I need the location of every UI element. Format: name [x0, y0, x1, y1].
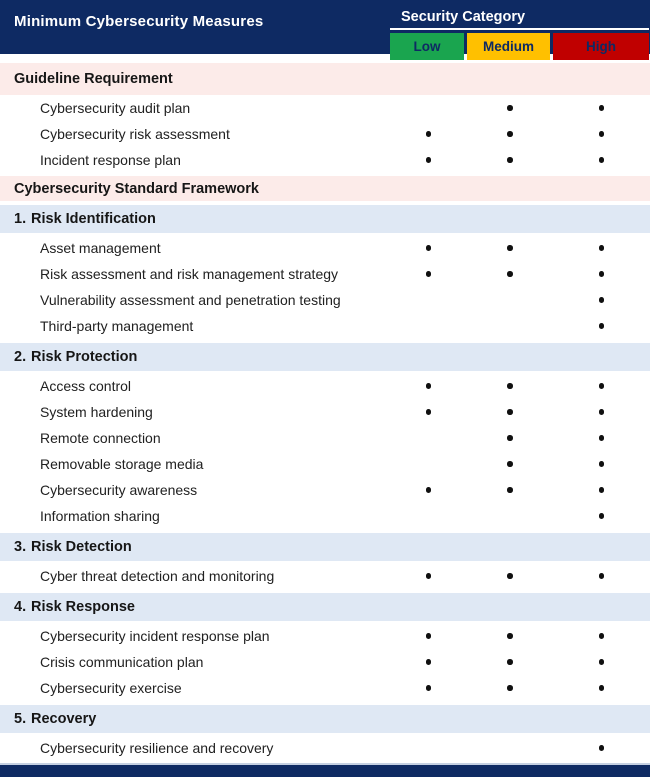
mark-cell-high [553, 95, 650, 121]
table-title: Minimum Cybersecurity Measures [14, 12, 264, 30]
mark-cell-low [390, 147, 467, 173]
bullet-dot-icon [599, 245, 605, 251]
mark-cell-high [553, 147, 650, 173]
mark-cell-medium [467, 261, 553, 287]
mark-cell-low [390, 735, 467, 761]
mark-cell-medium [467, 287, 553, 313]
mark-cell-high [553, 425, 650, 451]
category-cells [390, 33, 649, 60]
mark-cell-high [553, 399, 650, 425]
measure-label: Removable storage media [40, 456, 204, 472]
category-level-high: High [553, 33, 649, 60]
section-header [0, 705, 650, 733]
measure-label: Cybersecurity risk assessment [40, 126, 230, 142]
mark-cell-medium [467, 451, 553, 477]
section-title: Risk Identification [31, 211, 156, 227]
mark-cell-high [553, 373, 650, 399]
measure-label: Third-party management [40, 318, 194, 334]
table-row [0, 675, 650, 701]
measure-label: Cybersecurity awareness [40, 482, 198, 498]
section-number: 1. [14, 211, 27, 227]
measure-label: Cybersecurity resilience and recovery [40, 740, 274, 756]
bullet-dot-icon [599, 105, 605, 111]
bullet-dot-icon [507, 435, 513, 441]
bullet-dot-icon [426, 633, 432, 639]
mark-cell-medium [467, 373, 553, 399]
mark-cell-low [390, 373, 467, 399]
table-row [0, 373, 650, 399]
measure-label: Asset management [40, 240, 161, 256]
table-row [0, 477, 650, 503]
bullet-dot-icon [599, 297, 605, 303]
bullet-dot-icon [507, 245, 513, 251]
section-header [0, 593, 650, 621]
mark-cell-medium [467, 121, 553, 147]
mark-cell-medium [467, 235, 553, 261]
mark-cell-low [390, 649, 467, 675]
measure-label: Cyber threat detection and monitoring [40, 568, 275, 584]
bullet-dot-icon [507, 487, 513, 493]
table-row [0, 147, 650, 173]
bullet-dot-icon [507, 271, 513, 277]
mark-cell-low [390, 451, 467, 477]
mark-cell-medium [467, 425, 553, 451]
bullet-dot-icon [599, 271, 605, 277]
bullet-dot-icon [507, 633, 513, 639]
table-row [0, 313, 650, 339]
measure-label: Cybersecurity incident response plan [40, 628, 270, 644]
bullet-dot-icon [599, 383, 605, 389]
bullet-dot-icon [599, 513, 605, 519]
mark-cell-medium [467, 563, 553, 589]
mark-cell-high [553, 451, 650, 477]
bullet-dot-icon [426, 245, 432, 251]
bullet-dot-icon [599, 461, 605, 467]
section-title: Recovery [31, 711, 97, 727]
mark-cell-high [553, 649, 650, 675]
mark-cell-low [390, 675, 467, 701]
measure-label: Vulnerability assessment and penetration testing [40, 292, 341, 308]
section-number: 5. [14, 711, 27, 727]
mark-cell-medium [467, 95, 553, 121]
section-title: Risk Protection [31, 349, 138, 365]
mark-cell-medium [467, 313, 553, 339]
footer-navy-bar [0, 763, 650, 777]
measure-label: Access control [40, 378, 132, 394]
table-row [0, 425, 650, 451]
mark-cell-high [553, 675, 650, 701]
mark-cell-low [390, 425, 467, 451]
table-row [0, 261, 650, 287]
mark-cell-high [553, 563, 650, 589]
bullet-dot-icon [599, 323, 605, 329]
bullet-dot-icon [599, 131, 605, 137]
bullet-dot-icon [599, 409, 605, 415]
mark-cell-low [390, 287, 467, 313]
mark-cell-high [553, 313, 650, 339]
bullet-dot-icon [599, 487, 605, 493]
mark-cell-high [553, 503, 650, 529]
bullet-dot-icon [599, 573, 605, 579]
bullet-dot-icon [426, 271, 432, 277]
measure-label: Cybersecurity audit plan [40, 100, 191, 116]
bullet-dot-icon [507, 461, 513, 467]
table-row [0, 451, 650, 477]
mark-cell-low [390, 261, 467, 287]
section-title: Guideline Requirement [14, 71, 173, 87]
table-row [0, 287, 650, 313]
mark-cell-high [553, 735, 650, 761]
mark-cell-high [553, 235, 650, 261]
category-level-low: Low [390, 33, 464, 60]
mark-cell-low [390, 121, 467, 147]
table-row [0, 399, 650, 425]
section-header [0, 343, 650, 371]
bullet-dot-icon [599, 633, 605, 639]
mark-cell-medium [467, 399, 553, 425]
bullet-dot-icon [507, 659, 513, 665]
mark-cell-medium [467, 649, 553, 675]
bullet-dot-icon [599, 685, 605, 691]
measure-label: Crisis communication plan [40, 654, 204, 670]
bullet-dot-icon [426, 157, 432, 163]
bullet-dot-icon [507, 573, 513, 579]
mark-cell-medium [467, 735, 553, 761]
bullet-dot-icon [426, 131, 432, 137]
mark-cell-medium [467, 147, 553, 173]
mark-cell-high [553, 261, 650, 287]
table-body [0, 60, 650, 763]
mark-cell-low [390, 623, 467, 649]
bullet-dot-icon [426, 685, 432, 691]
mark-cell-high [553, 121, 650, 147]
mark-cell-low [390, 235, 467, 261]
mark-cell-low [390, 399, 467, 425]
mark-cell-low [390, 477, 467, 503]
section-header [0, 176, 650, 201]
section-header [0, 205, 650, 233]
measure-label: Remote connection [40, 430, 161, 446]
bullet-dot-icon [507, 105, 513, 111]
section-number: 2. [14, 349, 27, 365]
table-row [0, 735, 650, 761]
table-row [0, 623, 650, 649]
table-row [0, 95, 650, 121]
mark-cell-medium [467, 623, 553, 649]
bullet-dot-icon [599, 745, 605, 751]
table-row [0, 649, 650, 675]
mark-cell-low [390, 503, 467, 529]
section-title: Cybersecurity Standard Framework [14, 180, 259, 197]
section-title: Risk Detection [31, 539, 132, 555]
bullet-dot-icon [599, 435, 605, 441]
mark-cell-high [553, 287, 650, 313]
measure-label: Incident response plan [40, 152, 181, 168]
bullet-dot-icon [599, 157, 605, 163]
section-header [0, 533, 650, 561]
section-header [0, 63, 650, 95]
bullet-dot-icon [507, 409, 513, 415]
category-level-medium: Medium [467, 33, 550, 60]
measure-label: System hardening [40, 404, 153, 420]
bullet-dot-icon [507, 383, 513, 389]
measure-label: Information sharing [40, 508, 160, 524]
bullet-dot-icon [426, 487, 432, 493]
measure-label: Risk assessment and risk management strategy [40, 266, 339, 282]
bullet-dot-icon [507, 157, 513, 163]
table-row [0, 503, 650, 529]
section-number: 4. [14, 599, 27, 615]
mark-cell-medium [467, 675, 553, 701]
mark-cell-low [390, 563, 467, 589]
section-number: 3. [14, 539, 27, 555]
mark-cell-medium [467, 503, 553, 529]
bullet-dot-icon [426, 573, 432, 579]
mark-cell-low [390, 313, 467, 339]
measure-label: Cybersecurity exercise [40, 680, 182, 696]
security-category-header: Security Category [390, 5, 649, 30]
mark-cell-high [553, 623, 650, 649]
section-title: Risk Response [31, 599, 135, 615]
bullet-dot-icon [507, 131, 513, 137]
table-row [0, 121, 650, 147]
bullet-dot-icon [507, 685, 513, 691]
bullet-dot-icon [426, 659, 432, 665]
bullet-dot-icon [426, 409, 432, 415]
bullet-dot-icon [599, 659, 605, 665]
table-row [0, 563, 650, 589]
mark-cell-low [390, 95, 467, 121]
bullet-dot-icon [426, 383, 432, 389]
mark-cell-high [553, 477, 650, 503]
table-row [0, 235, 650, 261]
mark-cell-medium [467, 477, 553, 503]
table-header [0, 0, 650, 60]
